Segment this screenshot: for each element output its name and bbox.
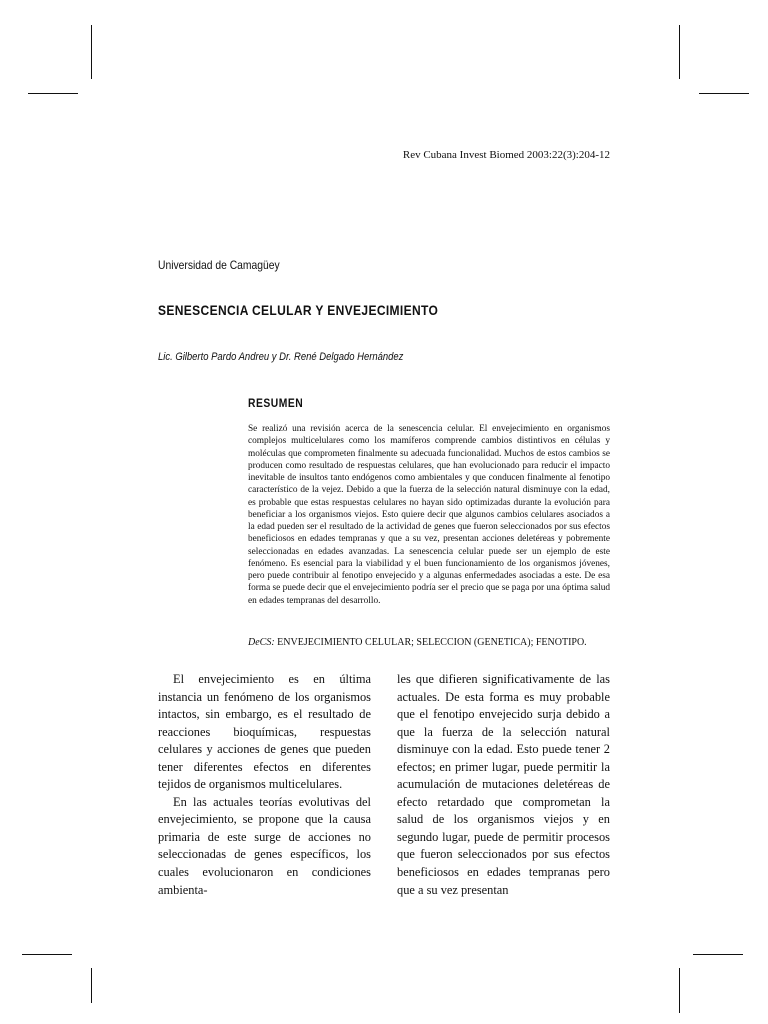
body-paragraph: El envejecimiento es en última instancia un fenómeno de los organismos intactos, sin embargo, es el resultado de reacciones bioquímicas, respuestas celulares y acciones de genes que pueden tener diferentes efectos en diferentes tejidos de organismos multicelulares.: [158, 672, 371, 792]
crop-mark-top-left-horizontal: [28, 93, 78, 94]
keywords: [248, 637, 610, 648]
crop-mark-top-left-vertical: [91, 25, 92, 79]
crop-mark-bottom-left-horizontal: [22, 954, 72, 955]
body-column-right: [397, 671, 610, 899]
crop-mark-bottom-right-vertical: [679, 968, 680, 1013]
crop-mark-top-right-horizontal: [699, 93, 749, 94]
crop-mark-bottom-right-horizontal: [693, 954, 743, 955]
abstract-heading: RESUMEN: [248, 396, 304, 410]
keywords-label: DeCS:: [248, 637, 275, 648]
journal-citation: Rev Cubana Invest Biomed 2003:22(3):204-12: [402, 149, 610, 161]
keywords-list: ENVEJECIMIENTO CELULAR; SELECCION (GENETICA); FENOTIPO.: [277, 637, 587, 648]
article-title: SENESCENCIA CELULAR Y ENVEJECIMIENTO: [158, 302, 439, 318]
body-paragraph: les que difieren significativamente de las actuales. De esta forma es muy probable que el fenotipo envejecido surja debido a que la fuerza de la selección natural disminuye con la edad. Esto puede tener 2 efectos; en primer lugar, puede permitir la acumulación de mutaciones deletéreas de efecto retardado que comprometan la salud de los organismos viejos y en segundo lugar, puede de permitir procesos que fueron seleccionados por sus efectos beneficiosos en edades tempranas pero que a su vez presentan: [397, 672, 610, 897]
authors: Lic. Gilberto Pardo Andreu y Dr. René Delgado Hernández: [158, 351, 404, 363]
body-column-left: [158, 671, 371, 899]
crop-mark-bottom-left-vertical: [91, 968, 92, 1003]
institution: Universidad de Camagüey: [158, 258, 280, 272]
body-paragraph: En las actuales teorías evolutivas del envejecimiento, se propone que la causa primaria de este surge de acciones no seleccionadas de genes específicos, los cuales evolucionaron en condiciones ambienta-: [158, 794, 371, 897]
crop-mark-top-right-vertical: [679, 25, 680, 79]
abstract-text: Se realizó una revisión acerca de la senescencia celular. El envejecimiento en organismos complejos multicelulares como los mamíferos comprende cambios distintivos en células y moléculas que comprometen finalmente su adecuada funcionalidad. Muchos de estos cambios se producen como resultado de respuestas celulares, que han evolucionado para reducir el impacto inevitable de insultos tanto endógenos como ambientales y que conducen finalmente al fenotipo característico de la vejez. Debido a que la fuerza de la selección natural disminuye con la edad, es probable que estas respuestas celulares no hayan sido optimizadas durante la evolución para beneficiar a los organismos viejos. Esto quiere decir que algunos cambios celulares asociados a la edad pueden ser el resultado de la actividad de genes que fueron seleccionados por sus efectos beneficiosos en edades tempranas y que a su vez, presentan acciones deletéreas y pobremente seleccionadas en edades avanzadas. La senescencia celular puede ser un ejemplo de este fenómeno. Es esencial para la viabilidad y el buen funcionamiento de los organismos jóvenes, pero puede contribuir al fenotipo envejecido y a algunas enfermedades asociadas a este. De esa forma se puede decir que el envejecimiento podría ser el precio que se paga por una óptima salud en edades tempranas del desarrollo.: [248, 424, 610, 606]
